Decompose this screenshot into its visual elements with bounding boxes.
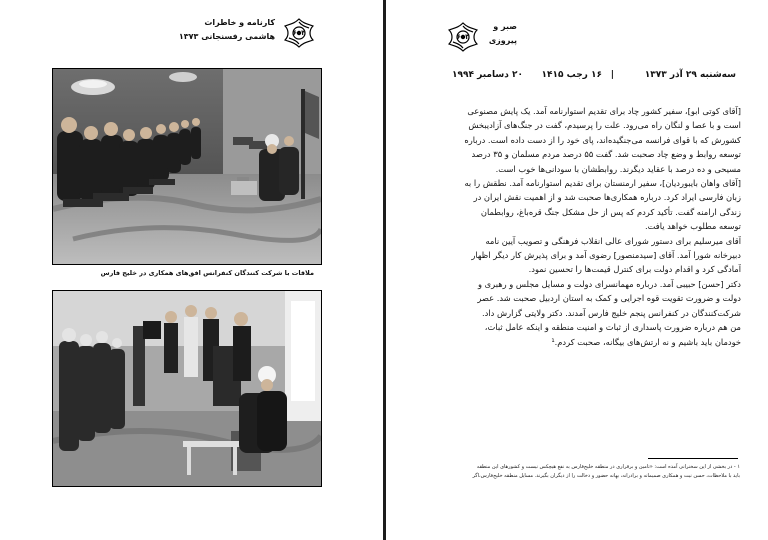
text-line: توسعه روابط و وضع چاد صحبت شد. گفت ۵۵ درصد مردم مسلمان و ۳۵ درصد <box>471 149 741 160</box>
text-line: شرکت‌کنندگان در کنفرانس پنجم خلیج فارس آمدند. دکتر ولایتی گزارش داد. <box>482 307 741 318</box>
text-line: زندگی ارامنه گفت. تأکید کردم که پس از حل مشکل جنگ قره‌باغ، روابطمان <box>480 206 741 217</box>
text-line: آقای میرسلیم برای دستور شورای عالی انقلاب فرهنگی و تصویب آیین نامه <box>485 235 741 246</box>
text-line: توسعه مطلوب خواهد یافت. <box>644 221 741 232</box>
diary-date-line <box>452 70 736 84</box>
text-line: خودمان باید باشیم و نه ارتش‌های بیگانه، صحبت کردم.¹ <box>551 336 741 347</box>
date-gregorian: ۲۰ دسامبر ۱۹۹۴ <box>452 70 523 80</box>
running-header-line2: هاشمی رفسنجانی ۱۳۷۳ <box>178 32 275 41</box>
text-line: [آقای واهان بایبوردیان]، سفیر ارمنستان برای تقدیم استوارنامه آمد. نطقش را به <box>464 178 741 189</box>
footnote-line: ۱ - در بخشی از این سخنرانی آمده است: «تامین و برقراری در منطقه خلیج‌فارس به نفع هیچکس نیست و کشورهای این منطقه <box>476 464 740 470</box>
paragraph-mirsalim <box>448 234 741 277</box>
date-separator: | <box>610 70 614 80</box>
page-number: ۶۰۳ <box>456 33 470 41</box>
date-shamsi: سه‌شنبه ۲۹ آذر ۱۳۷۳ <box>644 70 736 80</box>
paragraph-habibi <box>448 277 741 349</box>
running-header-line1: کارنامه و خاطرات <box>204 18 275 27</box>
text-line: است و با عصا و لنگان راه می‌رود. علت را پرسیدم، گفت در جنگ‌های آزادیبخش <box>468 120 741 131</box>
text-line: دکتر [حسن] حبیبی آمد. درباره مهمانسرای دولت و مسایل مجلس و رهبری و <box>477 278 741 289</box>
text-line: زبان فارسی ایراد کرد. درباره همکاری‌ها صحبت شد و از اهمیت نقش ایران در <box>473 192 741 203</box>
page-number: ۶۰۴ <box>292 29 306 37</box>
diary-body <box>448 104 741 349</box>
footnote <box>448 463 740 481</box>
paragraph-chad-ambassador <box>448 104 741 176</box>
left-page <box>0 0 383 540</box>
text-line: [آقای کوتی ابو]، سفیر کشور چاد برای تقدیم استوارنامه آمد. یک پایش مصنوعی <box>467 106 741 116</box>
text-line: دولت و ضرورت تقویت قوه اجرایی و کمک به استان اردبیل صحبت شد. عصر <box>477 293 741 304</box>
text-line: کشورش که با قوای فرانسه می‌جنگیده‌اند، پای خود را از دست داده است. درباره <box>464 134 741 145</box>
photo-press-conference <box>52 290 322 487</box>
photo-caption: ملاقات با شرکت کنندگان کنفرانس افق‌های همکاری در خلیج فارس <box>100 269 314 277</box>
text-line: آمادگی کرد و اقدام دولت برای کنترل قیمت‌ها را تحسین نمود. <box>528 264 741 275</box>
text-line: مسیحی و ده درصد با عقاید دیگرند. روابطشان با سودانی‌ها خوب است. <box>495 163 741 174</box>
footnote-divider <box>648 458 738 459</box>
date-hijri: ۱۶ رجب ۱۴۱۵ <box>541 70 602 80</box>
footnote-line: باید با ملاحظات، حسن نیت و همکاری صمیمانه و برادرانه، بهانه حضور و دخالت را از دیگران بگیرند. مسایل منطقه خلیج‌فارس،اگر <box>472 473 740 479</box>
photo-conference-meeting <box>52 68 322 265</box>
running-header-line2: پیروزی <box>488 36 517 45</box>
text-line: من هم درباره ضرورت پاسداری از ثبات و امنیت منطقه و اینکه عامل ثبات، <box>484 322 741 333</box>
running-header-line1: صبر و <box>493 22 517 31</box>
paragraph-armenia-ambassador <box>448 176 741 234</box>
text-line: دبیرخانه شورا آمد. آقای [سیدمنصور] رضوی آمد و برای پذیرش کار دیگر اظهار <box>471 250 741 261</box>
